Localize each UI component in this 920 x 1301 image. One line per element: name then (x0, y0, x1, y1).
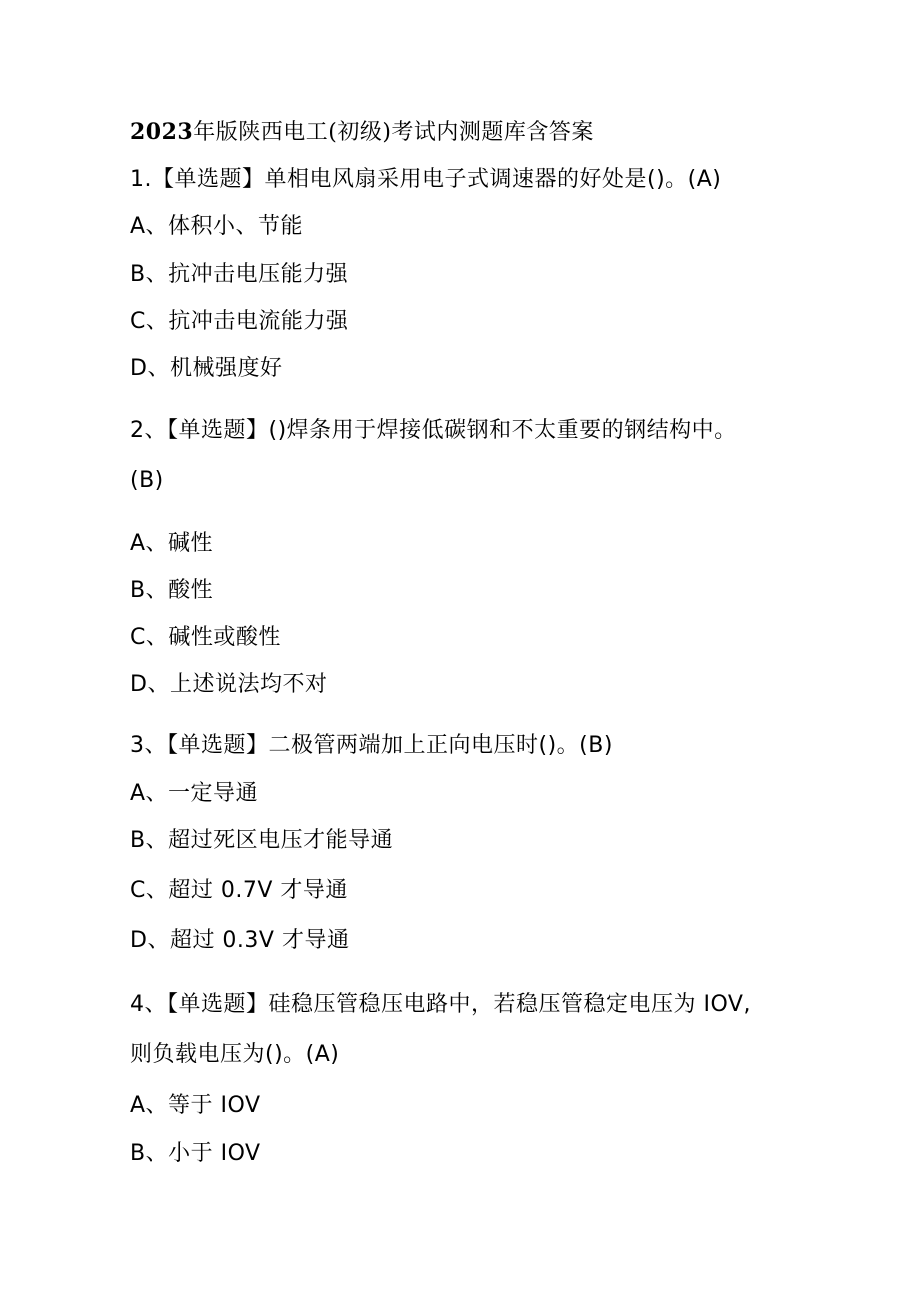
question-1-option-d: D、机械强度好 (130, 356, 283, 381)
question-2-option-d: D、上述说法均不对 (130, 672, 328, 697)
question-3-option-b: B、超过死区电压才能导通 (130, 828, 394, 853)
question-3-option-a: A、一定导通 (130, 781, 259, 806)
question-3-option-d: D、超过 0.3V 才导通 (130, 928, 350, 953)
question-2-option-c: C、碱性或酸性 (130, 625, 281, 650)
title-text: 年版陕西电工(初级)考试内测题库含答案 (193, 120, 594, 145)
question-1-option-c: C、抗冲击电流能力强 (130, 309, 349, 334)
question-4-stem-line1: 4、【单选题】硅稳压管稳压电路中，若稳压管稳定电压为 IOV, (130, 992, 751, 1017)
document-title (130, 117, 594, 148)
question-1-option-a: A、体积小、节能 (130, 214, 304, 239)
question-2-option-a: A、碱性 (130, 531, 214, 556)
question-3-option-c: C、超过 0.7V 才导通 (130, 878, 348, 903)
title-year: 2023 (130, 119, 194, 145)
question-4-option-b: B、小于 IOV (130, 1141, 261, 1166)
question-4-stem-line2: 则负载电压为()。(A) (130, 1042, 340, 1067)
question-3-stem: 3、【单选题】二极管两端加上正向电压时()。(B) (130, 733, 613, 758)
question-4-option-a: A、等于 IOV (130, 1093, 261, 1118)
question-1-option-b: B、抗冲击电压能力强 (130, 262, 349, 287)
question-2-stem-line2: (B) (130, 468, 164, 493)
question-2-option-b: B、酸性 (130, 578, 214, 603)
question-1-stem: 1.【单选题】单相电风扇采用电子式调速器的好处是()。(A) (130, 167, 722, 192)
question-2-stem-line1: 2、【单选题】()焊条用于焊接低碳钢和不太重要的钢结构中。 (130, 418, 737, 443)
